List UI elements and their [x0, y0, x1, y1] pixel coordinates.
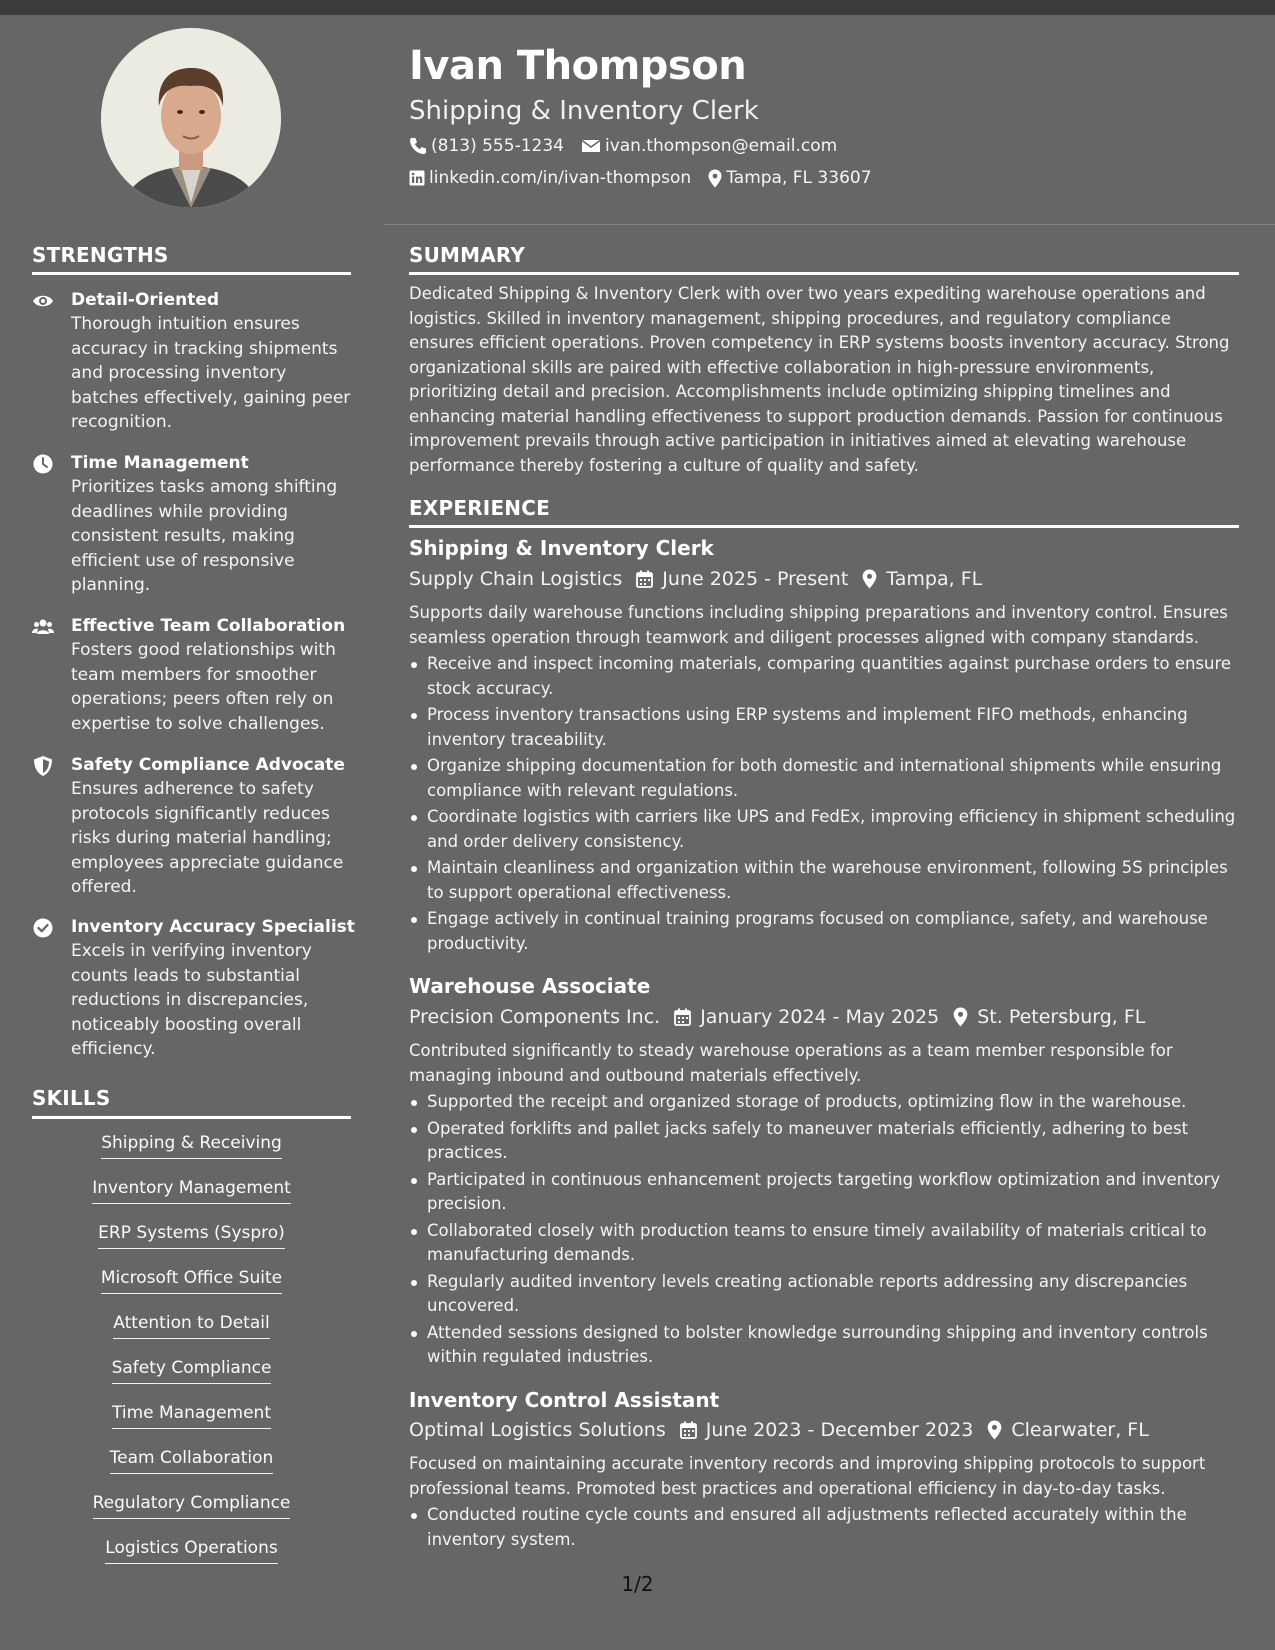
users-icon: [32, 616, 54, 638]
job-location: Tampa, FL: [862, 566, 982, 592]
job-meta: [409, 566, 996, 592]
linkedin-contact[interactable]: [409, 166, 691, 190]
phone-icon: [409, 137, 427, 155]
strength-title: Safety Compliance Advocate: [71, 755, 345, 775]
header-divider: [383, 224, 1275, 225]
envelope-icon: [581, 138, 601, 154]
job-location: St. Petersburg, FL: [953, 1004, 1145, 1030]
skill-item: Logistics Operations: [32, 1536, 351, 1581]
skills-rule: [32, 1116, 351, 1119]
skills-list: [32, 1131, 351, 1581]
map-pin-icon: [953, 1007, 968, 1027]
job-description: Contributed significantly to steady warehouse operations as a team member responsible for managing inbound and outbound materials effectively.: [409, 1041, 1173, 1085]
job-location: Clearwater, FL: [987, 1417, 1148, 1443]
phone-contact: [409, 134, 564, 158]
linkedin-icon: [409, 170, 425, 186]
summary-heading: SUMMARY: [409, 243, 526, 267]
top-bar: [0, 0, 1275, 15]
contact-row: [409, 166, 889, 190]
calendar-icon: [674, 1008, 691, 1026]
calendar-icon: [680, 1421, 697, 1439]
skill-item: Time Management: [32, 1401, 351, 1446]
skill-item: Shipping & Receiving: [32, 1131, 351, 1176]
job-dates: January 2024 - May 2025: [674, 1004, 939, 1030]
list-item: Regularly audited inventory levels creating actionable reports addressing any discrepancies uncovered.: [409, 1270, 1239, 1319]
map-pin-icon: [987, 1420, 1002, 1440]
job-description: Focused on maintaining accurate inventory records and improving shipping protocols to support professional teams. Promoted best practices and operational efficiency in day-to-day tasks.: [409, 1454, 1206, 1498]
candidate-title: Shipping & Inventory Clerk: [409, 96, 759, 126]
job-title: Warehouse Associate: [409, 974, 651, 998]
summary-text: Dedicated Shipping & Inventory Clerk with over two years expediting warehouse operations and logistics. Skilled in inventory management, shipping procedures, and regulatory compliance ensures efficient operations. Proven competency in ERP systems boosts inventory accuracy. Strong organizational skills are paired with effective collaboration in high-pressure environments, prioritizing detail and precision. Accomplishments include optimizing shipping timelines and enhancing material handling effectiveness to support production demands. Passion for continuous improvement prevails through active participation in initiatives aimed at elevating warehouse performance thereby fostering a culture of quality and safety.: [409, 284, 1230, 475]
list-item: Coordinate logistics with carriers like UPS and FedEx, improving efficiency in shipment scheduling and order delivery consistency.: [409, 805, 1239, 854]
summary-rule: [409, 272, 1239, 275]
list-item: Collaborated closely with production teams to ensure timely availability of materials critical to manufacturing demands.: [409, 1219, 1239, 1268]
skill-item: Inventory Management: [32, 1176, 351, 1221]
contact-row: [409, 134, 854, 158]
strength-desc: Prioritizes tasks among shifting deadlines while providing consistent results, making efficient use of responsive planning.: [71, 477, 338, 595]
email-text[interactable]: ivan.thompson@email.com: [604, 136, 838, 156]
list-item: Attended sessions designed to bolster knowledge surrounding shipping and inventory controls within regulated industries.: [409, 1321, 1239, 1370]
experience-rule: [409, 525, 1239, 528]
list-item: Process inventory transactions using ERP systems and implement FIFO methods, enhancing inventory traceability.: [409, 703, 1239, 752]
experience-heading: EXPERIENCE: [409, 496, 550, 520]
page-number: 1/2: [621, 1572, 654, 1596]
skill-item: Microsoft Office Suite: [32, 1266, 351, 1311]
list-item: Engage actively in continual training programs focused on compliance, safety, and warehouse productivity.: [409, 907, 1239, 956]
strengths-rule: [32, 272, 351, 275]
strength-desc: Excels in verifying inventory counts leads to substantial reductions in discrepancies, noticeably boosting overall efficiency.: [71, 941, 312, 1059]
job-description: Supports daily warehouse functions including shipping preparations and inventory control. Ensures seamless operation through teamwork and diligent processes aligned with company standards.: [409, 603, 1228, 647]
list-item: Participated in continuous enhancement projects targeting workflow optimization and inventory precision.: [409, 1168, 1239, 1217]
job-meta: [409, 1004, 1159, 1030]
skills-heading: SKILLS: [32, 1086, 111, 1110]
skill-item: Team Collaboration: [32, 1446, 351, 1491]
job-meta: [409, 1417, 1163, 1443]
job-bullets: [409, 1503, 1239, 1554]
map-pin-icon: [862, 569, 877, 589]
list-item: Operated forklifts and pallet jacks safely to maneuver materials efficiently, adhering to best practices.: [409, 1117, 1239, 1166]
job-title: Shipping & Inventory Clerk: [409, 536, 714, 560]
linkedin-text[interactable]: linkedin.com/in/ivan-thompson: [429, 168, 692, 188]
job-company: Precision Components Inc.: [409, 1006, 661, 1028]
job-bullets: [409, 1090, 1239, 1372]
skill-item: Attention to Detail: [32, 1311, 351, 1356]
skill-item: Regulatory Compliance: [32, 1491, 351, 1536]
location-contact: [708, 166, 871, 190]
eye-icon: [32, 290, 54, 312]
list-item: Maintain cleanliness and organization within the warehouse environment, following 5S principles to support operational effectiveness.: [409, 856, 1239, 905]
calendar-icon: [636, 570, 653, 588]
list-item: Conducted routine cycle counts and ensured all adjustments reflected accurately within the inventory system.: [409, 1503, 1239, 1552]
check-circle-icon: [32, 917, 54, 939]
avatar: [101, 28, 281, 208]
skill-item: Safety Compliance: [32, 1356, 351, 1401]
job-dates: June 2025 - Present: [636, 566, 848, 592]
strength-desc: Thorough intuition ensures accuracy in tracking shipments and processing inventory batches effectively, gaining peer recognition.: [71, 314, 351, 432]
job-bullets: [409, 652, 1239, 958]
candidate-name: Ivan Thompson: [409, 43, 747, 89]
shield-icon: [32, 755, 54, 777]
strengths-heading: STRENGTHS: [32, 243, 169, 267]
job-title: Inventory Control Assistant: [409, 1388, 720, 1412]
job-company: Supply Chain Logistics: [409, 568, 623, 590]
skill-item: ERP Systems (Syspro): [32, 1221, 351, 1266]
strength-title: Time Management: [71, 453, 249, 473]
list-item: Receive and inspect incoming materials, comparing quantities against purchase orders to ensure stock accuracy.: [409, 652, 1239, 701]
strength-desc: Ensures adherence to safety protocols significantly reduces risks during material handling; employees appreciate guidance offered.: [71, 779, 344, 897]
list-item: Supported the receipt and organized storage of products, optimizing flow in the warehouse.: [409, 1090, 1239, 1115]
map-pin-icon: [708, 169, 722, 188]
email-contact[interactable]: [581, 134, 837, 158]
phone-text: (813) 555-1234: [431, 136, 564, 156]
clock-icon: [32, 453, 54, 475]
strength-desc: Fosters good relationships with team members for smoother operations; peers often rely on expertise to solve challenges.: [71, 640, 336, 734]
strength-title: Inventory Accuracy Specialist: [71, 917, 355, 937]
job-company: Optimal Logistics Solutions: [409, 1419, 666, 1441]
list-item: Organize shipping documentation for both domestic and international shipments while ensuring compliance with relevant regulations.: [409, 754, 1239, 803]
strength-title: Detail-Oriented: [71, 290, 220, 310]
strength-title: Effective Team Collaboration: [71, 616, 346, 636]
job-dates: June 2023 - December 2023: [680, 1417, 974, 1443]
location-text: Tampa, FL 33607: [726, 168, 872, 188]
